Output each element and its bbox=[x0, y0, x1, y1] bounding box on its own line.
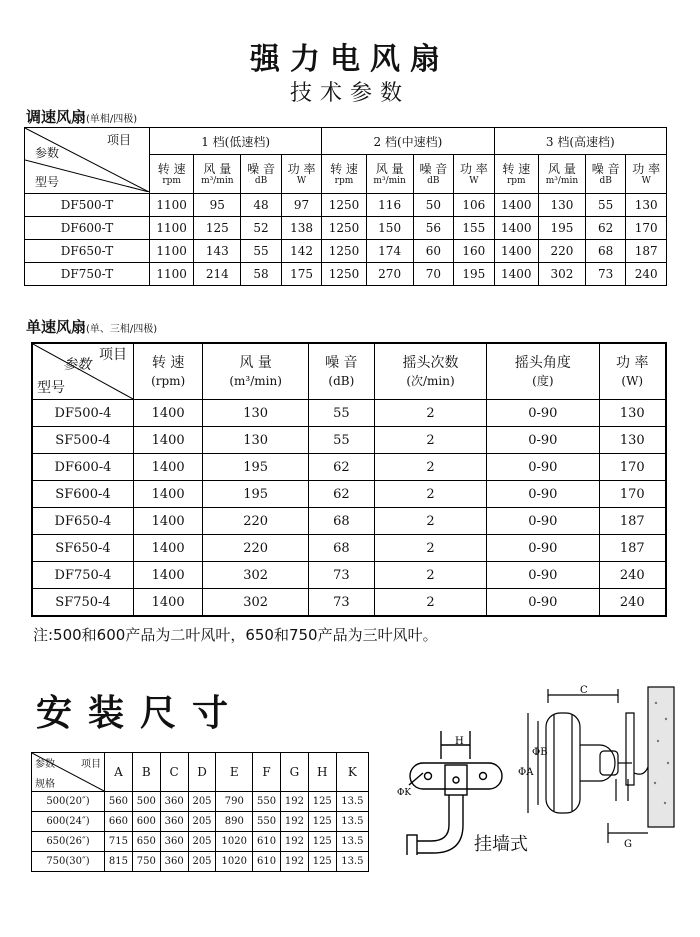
column-header: E bbox=[216, 753, 253, 792]
column-unit: dB bbox=[599, 176, 612, 186]
table-cell: 560 bbox=[105, 792, 133, 812]
table-row bbox=[32, 589, 666, 617]
column-header bbox=[281, 155, 322, 194]
dim-label-b: ΦB bbox=[532, 747, 548, 758]
table-cell: 2 bbox=[374, 535, 486, 562]
table-cell: 1100 bbox=[150, 240, 194, 263]
table-cell: DF500-4 bbox=[32, 400, 134, 427]
table-cell: 195 bbox=[454, 263, 495, 286]
table-cell: 220 bbox=[203, 508, 309, 535]
column-unit: (rpm) bbox=[151, 373, 186, 388]
table-cell: 0-90 bbox=[487, 400, 599, 427]
table-cell: 650 bbox=[132, 832, 160, 852]
column-header: B bbox=[132, 753, 160, 792]
table-row bbox=[32, 508, 666, 535]
table-cell: SF750-4 bbox=[32, 589, 134, 617]
table-cell: 360 bbox=[160, 852, 188, 872]
table-cell: 97 bbox=[281, 194, 322, 217]
table-cell: 48 bbox=[241, 194, 282, 217]
corner-param: 参数 bbox=[35, 146, 60, 160]
column-header: K bbox=[336, 753, 368, 792]
column-unit: rpm bbox=[506, 176, 526, 186]
table-cell: 2 bbox=[374, 589, 486, 617]
table-cell: 205 bbox=[188, 852, 216, 872]
table-cell: 175 bbox=[281, 263, 322, 286]
page-title: 强力电风扇 bbox=[250, 42, 450, 77]
table-row bbox=[32, 454, 666, 481]
table-cell: SF500-4 bbox=[32, 427, 134, 454]
table-row bbox=[32, 427, 666, 454]
table-cell: 2 bbox=[374, 454, 486, 481]
table-header-row bbox=[32, 753, 369, 792]
table-cell: 13.5 bbox=[336, 832, 368, 852]
table-cell: 195 bbox=[203, 481, 309, 508]
table-cell: 116 bbox=[366, 194, 413, 217]
table-cell: 220 bbox=[538, 240, 585, 263]
table-row bbox=[25, 194, 667, 217]
table-row bbox=[25, 263, 667, 286]
table-cell: 62 bbox=[585, 217, 626, 240]
table-row bbox=[32, 812, 369, 832]
corner-item: 项目 bbox=[81, 759, 101, 770]
column-header bbox=[494, 155, 538, 194]
table-row bbox=[32, 481, 666, 508]
table-cell: 192 bbox=[280, 792, 308, 812]
table-header-row bbox=[25, 128, 667, 155]
column-unit: dB bbox=[254, 176, 268, 186]
install-title: 安装尺寸 bbox=[36, 693, 245, 734]
table-cell: 1400 bbox=[494, 194, 538, 217]
table-cell: 1400 bbox=[134, 481, 203, 508]
table-cell: 240 bbox=[599, 589, 666, 617]
column-header bbox=[487, 343, 599, 400]
column-name: 噪 音 bbox=[419, 162, 448, 176]
column-name: 功 率 bbox=[616, 354, 649, 371]
table-cell: 0-90 bbox=[487, 535, 599, 562]
single-speed-table bbox=[31, 342, 667, 617]
corner-param: 参数 bbox=[35, 759, 55, 770]
corner-item: 项目 bbox=[99, 347, 127, 363]
table-cell: 73 bbox=[308, 562, 374, 589]
fan-side-drawing bbox=[508, 683, 678, 863]
gear-header: 2 档(中速档) bbox=[322, 128, 494, 155]
table-cell: 150 bbox=[366, 217, 413, 240]
table-row bbox=[32, 562, 666, 589]
table-row bbox=[32, 400, 666, 427]
table-cell: 0-90 bbox=[487, 454, 599, 481]
table-cell: 2 bbox=[374, 400, 486, 427]
table-cell: 143 bbox=[194, 240, 241, 263]
section1-label: 调速风扇 bbox=[26, 108, 87, 126]
table-cell: 13.5 bbox=[336, 852, 368, 872]
column-header: D bbox=[188, 753, 216, 792]
table-cell: 205 bbox=[188, 792, 216, 812]
table-cell: 192 bbox=[280, 812, 308, 832]
table-cell: 1400 bbox=[134, 535, 203, 562]
table-cell: DF650-T bbox=[25, 240, 150, 263]
corner-cell bbox=[32, 343, 134, 400]
table-cell: 130 bbox=[203, 400, 309, 427]
table-cell: 70 bbox=[413, 263, 454, 286]
column-header bbox=[538, 155, 585, 194]
table-cell: 610 bbox=[253, 852, 281, 872]
column-unit: (次/min) bbox=[406, 373, 455, 388]
table-cell: 60 bbox=[413, 240, 454, 263]
note-text: 注:500和600产品为二叶风叶，650和750产品为三叶风叶。 bbox=[33, 626, 438, 644]
column-header: A bbox=[105, 753, 133, 792]
table-cell: 1100 bbox=[150, 194, 194, 217]
table-cell: 195 bbox=[203, 454, 309, 481]
table-row bbox=[25, 217, 667, 240]
table-cell: 62 bbox=[308, 454, 374, 481]
column-name: 摇头次数 bbox=[402, 354, 459, 371]
table-cell: 1400 bbox=[134, 508, 203, 535]
table-cell: 790 bbox=[216, 792, 253, 812]
table-cell: 550 bbox=[253, 812, 281, 832]
table-cell: 68 bbox=[308, 508, 374, 535]
table-cell: 130 bbox=[203, 427, 309, 454]
table-cell: 50 bbox=[413, 194, 454, 217]
table-cell: 160 bbox=[454, 240, 495, 263]
column-header bbox=[203, 343, 309, 400]
table-cell: 170 bbox=[599, 454, 666, 481]
table-cell: 192 bbox=[280, 832, 308, 852]
table-cell: 174 bbox=[366, 240, 413, 263]
table-cell: 360 bbox=[160, 812, 188, 832]
table-cell: 2 bbox=[374, 562, 486, 589]
table-cell: 815 bbox=[105, 852, 133, 872]
column-unit: (W) bbox=[621, 373, 644, 388]
table-cell: DF600-T bbox=[25, 217, 150, 240]
corner-cell bbox=[25, 128, 150, 194]
table-cell: 1400 bbox=[134, 562, 203, 589]
table-cell: 302 bbox=[203, 589, 309, 617]
column-header bbox=[322, 155, 366, 194]
table-cell: 1020 bbox=[216, 832, 253, 852]
table-cell: 0-90 bbox=[487, 508, 599, 535]
table-cell: 1100 bbox=[150, 263, 194, 286]
table-cell: 610 bbox=[253, 832, 281, 852]
column-name: 转 速 bbox=[330, 162, 358, 176]
column-name: 转 速 bbox=[157, 162, 186, 176]
table-cell: 130 bbox=[626, 194, 667, 217]
table-cell: 500 bbox=[132, 792, 160, 812]
column-header bbox=[626, 155, 667, 194]
column-header bbox=[366, 155, 413, 194]
table-cell: 220 bbox=[203, 535, 309, 562]
table-cell: 95 bbox=[194, 194, 241, 217]
column-name: 噪 音 bbox=[591, 162, 620, 176]
table-cell: DF750-T bbox=[25, 263, 150, 286]
table-cell: 125 bbox=[308, 832, 336, 852]
section1-sub: (单相/四极) bbox=[86, 114, 138, 125]
table-cell: 155 bbox=[454, 217, 495, 240]
table-cell: 142 bbox=[281, 240, 322, 263]
table-cell: 13.5 bbox=[336, 792, 368, 812]
table-cell: 360 bbox=[160, 832, 188, 852]
table-cell: 660 bbox=[105, 812, 133, 832]
table-cell: 500(20″) bbox=[32, 792, 105, 812]
column-header bbox=[308, 343, 374, 400]
table-cell: 715 bbox=[105, 832, 133, 852]
column-unit: m³/min bbox=[545, 176, 579, 186]
table-cell: 1020 bbox=[216, 852, 253, 872]
table-cell: 214 bbox=[194, 263, 241, 286]
corner-model: 型号 bbox=[35, 175, 60, 189]
table-cell: 56 bbox=[413, 217, 454, 240]
column-header bbox=[194, 155, 241, 194]
table-cell: 106 bbox=[454, 194, 495, 217]
table-cell: 55 bbox=[308, 400, 374, 427]
column-header bbox=[454, 155, 495, 194]
table-cell: 125 bbox=[308, 792, 336, 812]
table-cell: 73 bbox=[585, 263, 626, 286]
table-cell: 650(26″) bbox=[32, 832, 105, 852]
column-name: 转 速 bbox=[502, 162, 531, 176]
corner-param: 参数 bbox=[63, 357, 91, 373]
column-header bbox=[585, 155, 626, 194]
column-name: 风 量 bbox=[203, 162, 232, 176]
corner-cell bbox=[32, 753, 105, 792]
table-cell: 2 bbox=[374, 427, 486, 454]
table-cell: 1400 bbox=[134, 427, 203, 454]
column-unit: m³/min bbox=[201, 176, 234, 186]
column-name: 风 量 bbox=[548, 162, 576, 176]
table-cell: 1250 bbox=[322, 194, 366, 217]
table-header-row bbox=[32, 343, 666, 400]
table-cell: DF750-4 bbox=[32, 562, 134, 589]
gear-header: 3 档(高速档) bbox=[494, 128, 666, 155]
dim-label-g: G bbox=[624, 839, 632, 850]
section1-heading bbox=[26, 106, 137, 127]
table-cell: 0-90 bbox=[487, 427, 599, 454]
table-cell: 750 bbox=[132, 852, 160, 872]
column-header bbox=[413, 155, 454, 194]
column-name: 转 速 bbox=[151, 354, 185, 371]
mount-caption: 挂墙式 bbox=[474, 834, 528, 855]
table-cell: 192 bbox=[280, 852, 308, 872]
table-cell: 600 bbox=[132, 812, 160, 832]
table-cell: 270 bbox=[366, 263, 413, 286]
section2-sub: (单、三相/四极) bbox=[86, 324, 158, 335]
table-cell: SF600-4 bbox=[32, 481, 134, 508]
column-unit: W bbox=[296, 176, 307, 186]
column-unit: m³/min bbox=[373, 176, 406, 186]
column-header bbox=[374, 343, 486, 400]
dim-label-a: ΦA bbox=[518, 767, 534, 778]
table-cell: 55 bbox=[585, 194, 626, 217]
table-cell: 1400 bbox=[134, 400, 203, 427]
column-unit: rpm bbox=[162, 176, 181, 186]
table-cell: 302 bbox=[538, 263, 585, 286]
table-cell: 205 bbox=[188, 812, 216, 832]
column-header: C bbox=[160, 753, 188, 792]
table-cell: 550 bbox=[253, 792, 281, 812]
column-header: H bbox=[308, 753, 336, 792]
table-cell: 240 bbox=[599, 562, 666, 589]
table-cell: 205 bbox=[188, 832, 216, 852]
table-cell: 13.5 bbox=[336, 812, 368, 832]
section2-label: 单速风扇 bbox=[26, 318, 87, 336]
column-unit: W bbox=[641, 176, 651, 186]
column-name: 功 率 bbox=[632, 162, 661, 176]
column-unit: (m³/min) bbox=[229, 373, 282, 388]
table-cell: SF650-4 bbox=[32, 535, 134, 562]
table-cell: 240 bbox=[626, 263, 667, 286]
table-row bbox=[25, 240, 667, 263]
dim-label-c: C bbox=[580, 685, 588, 696]
table-cell: 170 bbox=[599, 481, 666, 508]
table-cell: 750(30″) bbox=[32, 852, 105, 872]
table-cell: 62 bbox=[308, 481, 374, 508]
table-cell: 1400 bbox=[134, 454, 203, 481]
table-cell: 302 bbox=[203, 562, 309, 589]
column-unit: (度) bbox=[532, 373, 554, 388]
column-header bbox=[599, 343, 666, 400]
page-subtitle: 技术参数 bbox=[289, 81, 410, 106]
column-unit: dB bbox=[427, 176, 440, 186]
table-cell: 130 bbox=[538, 194, 585, 217]
table-cell: 125 bbox=[308, 812, 336, 832]
table-cell: 890 bbox=[216, 812, 253, 832]
column-name: 功 率 bbox=[287, 162, 316, 176]
table-cell: 125 bbox=[308, 852, 336, 872]
table-cell: 130 bbox=[599, 400, 666, 427]
table-row bbox=[32, 792, 369, 812]
table-cell: 0-90 bbox=[487, 481, 599, 508]
gear-header: 1 档(低速档) bbox=[150, 128, 322, 155]
column-header: F bbox=[253, 753, 281, 792]
table-cell: 138 bbox=[281, 217, 322, 240]
column-unit: W bbox=[469, 176, 479, 186]
column-name: 摇头角度 bbox=[514, 354, 571, 371]
corner-spec: 规格 bbox=[35, 779, 55, 790]
dimension-table bbox=[31, 752, 369, 872]
table-cell: DF500-T bbox=[25, 194, 150, 217]
table-cell: 130 bbox=[599, 427, 666, 454]
column-name: 噪 音 bbox=[325, 354, 358, 371]
table-row bbox=[32, 852, 369, 872]
table-cell: 187 bbox=[626, 240, 667, 263]
column-header bbox=[241, 155, 282, 194]
column-unit: rpm bbox=[334, 176, 354, 186]
table-cell: 68 bbox=[308, 535, 374, 562]
table-cell: 187 bbox=[599, 508, 666, 535]
column-header: G bbox=[280, 753, 308, 792]
table-cell: 0-90 bbox=[487, 562, 599, 589]
column-header bbox=[150, 155, 194, 194]
column-name: 功 率 bbox=[459, 162, 488, 176]
section2-heading bbox=[26, 316, 157, 337]
table-cell: 55 bbox=[308, 427, 374, 454]
column-unit: (dB) bbox=[328, 373, 355, 388]
table-row bbox=[32, 535, 666, 562]
table-cell: 600(24″) bbox=[32, 812, 105, 832]
column-header bbox=[134, 343, 203, 400]
dim-label-k: ΦK bbox=[397, 788, 412, 798]
corner-model: 型号 bbox=[37, 380, 65, 396]
table-cell: 1400 bbox=[494, 217, 538, 240]
column-name: 风 量 bbox=[239, 354, 272, 371]
table-cell: 73 bbox=[308, 589, 374, 617]
table-row bbox=[32, 832, 369, 852]
table-cell: 1400 bbox=[134, 589, 203, 617]
table-cell: 55 bbox=[241, 240, 282, 263]
table-cell: 187 bbox=[599, 535, 666, 562]
table-cell: 58 bbox=[241, 263, 282, 286]
table-cell: 1400 bbox=[494, 263, 538, 286]
table-cell: 170 bbox=[626, 217, 667, 240]
table-cell: 68 bbox=[585, 240, 626, 263]
table-cell: 125 bbox=[194, 217, 241, 240]
table-cell: 360 bbox=[160, 792, 188, 812]
table-cell: 1100 bbox=[150, 217, 194, 240]
variable-speed-table bbox=[24, 127, 667, 286]
corner-item: 项目 bbox=[106, 133, 131, 147]
column-name: 噪 音 bbox=[247, 162, 275, 176]
table-cell: 1250 bbox=[322, 217, 366, 240]
dim-label-h: H bbox=[455, 736, 464, 747]
table-cell: 1250 bbox=[322, 263, 366, 286]
table-cell: 195 bbox=[538, 217, 585, 240]
table-cell: 2 bbox=[374, 508, 486, 535]
table-cell: DF600-4 bbox=[32, 454, 134, 481]
table-cell: 1400 bbox=[494, 240, 538, 263]
table-cell: 2 bbox=[374, 481, 486, 508]
table-cell: 52 bbox=[241, 217, 282, 240]
table-cell: 0-90 bbox=[487, 589, 599, 617]
table-cell: 1250 bbox=[322, 240, 366, 263]
column-name: 风 量 bbox=[375, 162, 404, 176]
table-cell: DF650-4 bbox=[32, 508, 134, 535]
